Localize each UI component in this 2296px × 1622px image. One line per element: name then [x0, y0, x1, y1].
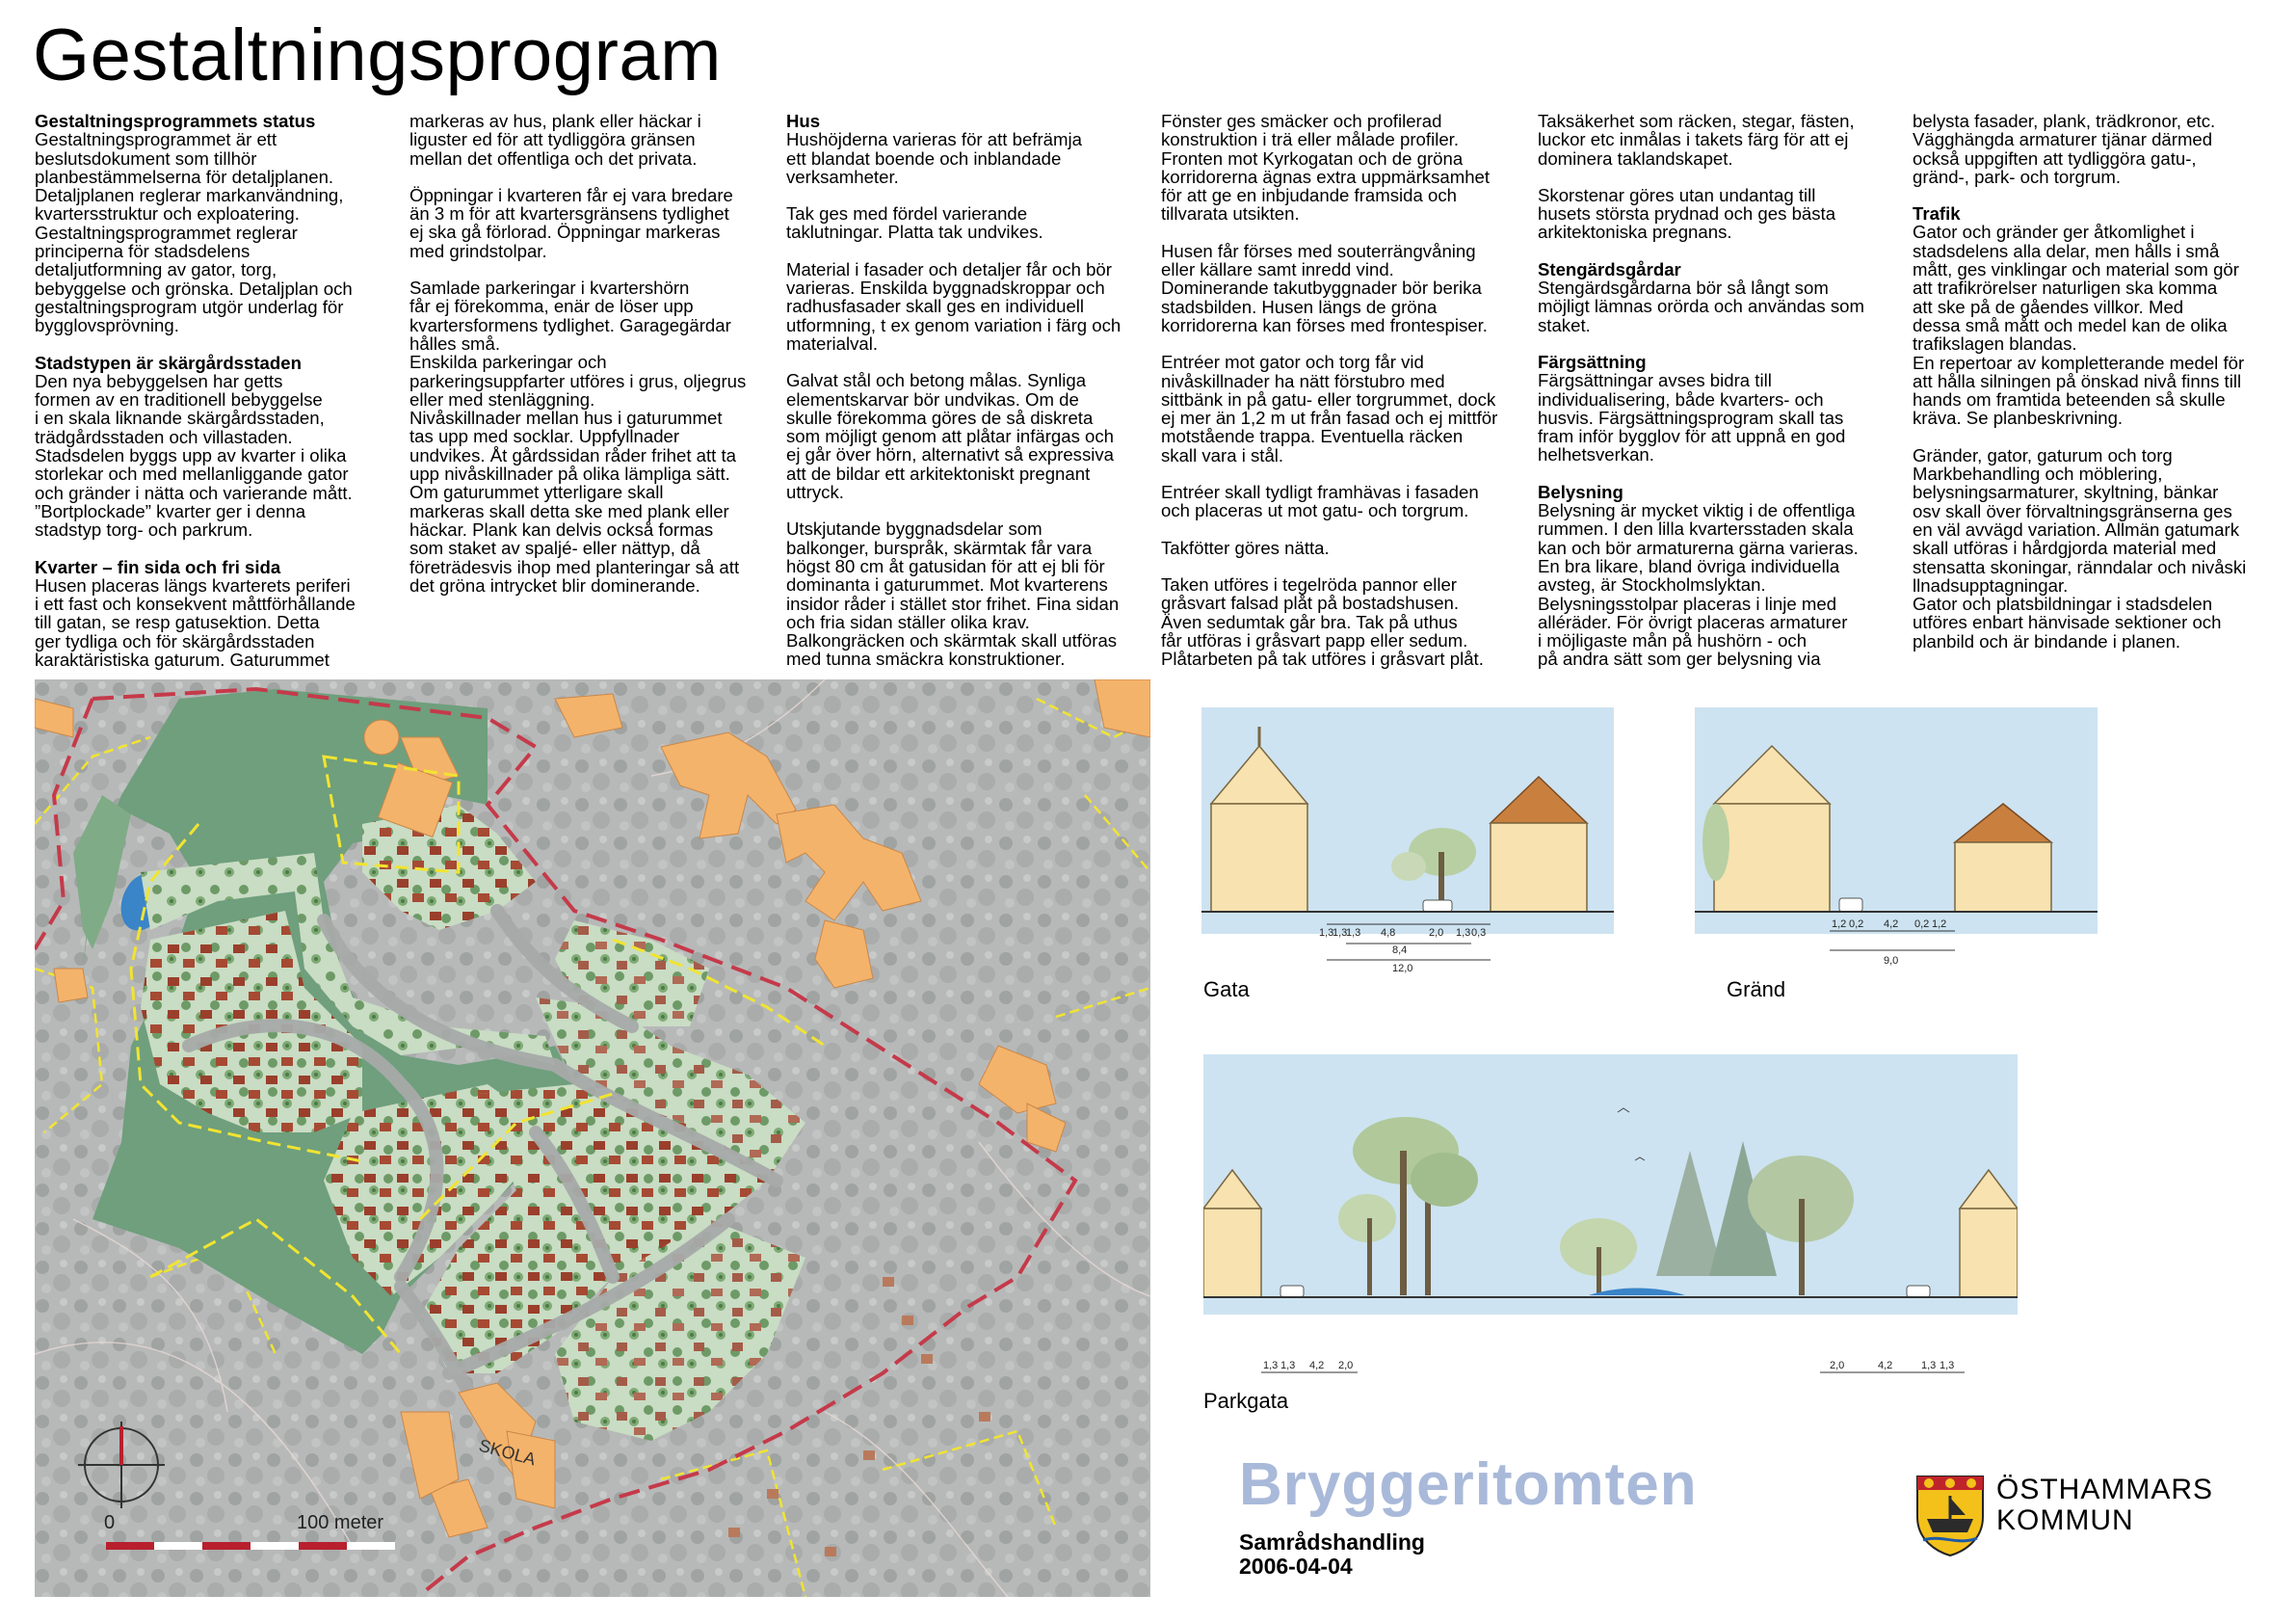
section-body: Den nya bebyggelsen har getts formen av en traditionell bebyggelse i en skala liknande skärgårdsstaden, trädgårdsstaden och villastaden. Stadsdelen byggs upp av kvarter i olika storlekar och med mellanliggande gator och gränder i nätta och varierande mått. ”Bortplockade” kvarter ger i denna stadstyp torg- och parkrum. [35, 370, 353, 541]
section-body: markeras av hus, plank eller häckar i liguster ed för att tydliggöra gränsen mellan det offentliga och det privata. [409, 111, 701, 169]
section-body: Taksäkerhet som räcken, stegar, fästen, luckor etc inmålas i takets färg för att ej dominera taklandskapet. [1538, 111, 1855, 169]
text-section [1161, 242, 1527, 334]
text-section [786, 260, 1152, 353]
parkgata-dim-left-1: 1,3 [1263, 1360, 1279, 1371]
parkgata-dim-right-3: 1,3 [1921, 1360, 1937, 1371]
section-heading: Hus [786, 111, 821, 131]
section-gata [1201, 707, 1616, 977]
section-grand [1695, 707, 2099, 977]
parkgata-dim-right-2: 4,2 [1878, 1360, 1893, 1371]
parkgata-dim-left-3: 4,2 [1309, 1360, 1325, 1371]
gata-dim-7: 0,3 [1471, 927, 1487, 939]
kommun-line-2: KOMMUN [1996, 1504, 2134, 1536]
project-title: Bryggeritomten [1239, 1451, 1698, 1518]
text-section [1161, 539, 1527, 557]
text-section [409, 279, 776, 595]
section-body: Fönster ges smäcker och profilerad konstruktion i trä eller målade profiler. Fronten mot Kyrkogatan och de gröna korridorerna ägnas extra uppmärksamhet för att ge en inbjudande framsida och tillvarata utsikten. [1161, 111, 1491, 225]
parkgata-dim-right-4: 1,3 [1940, 1360, 1955, 1371]
section-body: Utskjutande byggnadsdelar som balkonger, burspråk, skärmtak får vara högst 80 cm åt gatusidan för att ej bli för dominanta i gaturummet. Mot kvarterens insidor råder i stället stor frihet. Fina sidan och fria sidan ställer olika krav. Balkongräcken och skärmtak skall utföras med tunna smäckra konstruktioner. [786, 519, 1120, 670]
gata-dim-5: 2,0 [1429, 927, 1444, 939]
section-heading: Stadstypen är skärgårdsstaden [35, 352, 302, 373]
caption-gata: Gata [1203, 977, 1250, 1001]
section-body: Gränder, gator, gaturum och torg Markbehandling och möblering, belysningsarmaturer, skyltning, bänkar osv skall över förvaltningsgränserna ges en väl avvägd variation. Allmän gatumark skall utföras i hårdgjorda material med stensatta skoningar, ränndalar och nivåski llnadsupptagningar. Gator och platsbildningar i stadsdelen utföres enbart hänvisade sektioner och planbild och är bindande i planen. [1913, 444, 2247, 651]
section-parkgata [1203, 1054, 2018, 1382]
grand-dim-4: 0,2 [1914, 918, 1930, 930]
gata-dim-1: 1,3 [1319, 927, 1334, 939]
text-column-3 [786, 112, 1152, 669]
section-body: belysta fasader, plank, trädkronor, etc. Vägghängda armaturer tjänar därmed också uppgiften att tydliggöra gatu-, gränd-, park- och torgrum. [1913, 111, 2216, 187]
section-heading: Kvarter – fin sida och fri sida [35, 556, 281, 577]
text-column-4 [1161, 112, 1527, 668]
document-date: 2006-04-04 [1239, 1554, 1353, 1579]
section-body: Galvat stål och betong målas. Synliga elementskarvar bör undvikas. Om de skulle förekomma göres de så diskreta som möjligt genom att plåtar infärgas och ej går över hörn, alternativt så expressiva att de bildar ett arkitektoniskt pregnant uttryck. [786, 370, 1115, 503]
site-plan-map [35, 679, 1150, 1597]
section-heading: Belysning [1538, 481, 1623, 502]
gata-dim-4: 4,8 [1381, 927, 1396, 939]
section-body: Husen placeras längs kvarterets periferi i ett fast och konsekvent måttförhållande till gatan, se resp gatusektion. Detta ger tydliga och för skärgårdsstaden karaktäristiska gaturum. Gaturummet [35, 574, 356, 671]
section-body: Hushöjderna varieras för att befrämja ett blandat boende och inblandade verksamheter. [786, 129, 1082, 187]
grand-dim-2: 0,2 [1849, 918, 1864, 930]
grand-dim-1: 1,2 [1832, 918, 1847, 930]
section-body: Öppningar i kvarteren får ej vara bredare än 3 m för att kvartersgränsens tydlighet ej ska gå förlorad. Öppningar markeras med grindstolpar. [409, 184, 733, 261]
text-section [35, 354, 401, 540]
scale-label: 100 meter [297, 1512, 384, 1533]
section-body: Entréer skall tydligt framhävas i fasaden och placeras ut mot gatu- och torgrum. [1161, 482, 1479, 521]
section-body: Gestaltningsprogrammet är ett beslutsdokument som tillhör planbestämmelserna för detaljplanen. Detaljplanen reglerar markanvändning, kvartersstruktur och exploatering. Gestaltningsprogrammet reglerar principerna för stadsdelens detaljutformning av gator, torg, bebyggelse och grönska. Detaljplan och gestaltningsprogram utgör underlag för bygglovsprövning. [35, 129, 353, 336]
text-section [786, 204, 1152, 242]
text-section [1913, 204, 2279, 428]
gata-dim-3: 1,3 [1346, 927, 1361, 939]
section-body: Entréer mot gator och torg får vid nivåskillnader ha nätt förstubro med sittbänk in på gatu- eller torgrummet, dock ej mer än 1,2 m ut från fasad och ej mittför motstående trappa. Eventuella räcken skall vara i stål. [1161, 352, 1498, 465]
grand-dim-3: 4,2 [1884, 918, 1899, 930]
text-section [1913, 112, 2279, 186]
document-meta [1239, 1530, 1425, 1579]
section-body: Takfötter göres nätta. [1161, 537, 1330, 558]
text-section [1538, 353, 1904, 465]
text-section [409, 186, 776, 260]
text-section [1161, 112, 1527, 224]
section-heading: Stengärdsgårdar [1538, 258, 1681, 279]
section-body: Färgsättningar avses bidra till individualisering, både kvarters- och husvis. Färgsättningsprogram skall tas fram inför bygglov för att uppnå en god helhetsverkan. [1538, 370, 1846, 465]
section-heading: Trafik [1913, 203, 1961, 225]
text-section [1161, 353, 1527, 465]
section-body: Material i fasader och detaljer får och bör varieras. Enskilda byggnadskroppar och radhusfasader skall ges en individuell utformning, t ex genom variation i färg och materialval. [786, 258, 1122, 354]
text-column-5 [1538, 112, 1904, 669]
section-body: Belysning är mycket viktig i de offentliga rummen. I den lilla kvartersstaden skala kan och bör armaturerna gärna varieras. En bra likare, bland övriga individuella avsteg, är Stockholmslyktan. Belysningsstolpar placeras i linje med alléräder. För övrigt placeras armaturer i möjligaste mån på hushörn - och på andra sätt som ger belysning via [1538, 500, 1859, 670]
osthammar-coat-of-arms-icon [1913, 1473, 1987, 1557]
text-section [35, 558, 401, 670]
page-title: Gestaltningsprogram [33, 14, 722, 96]
section-body: Samlade parkeringar i kvartershörn får ej förekomma, enär de löser upp kvartersformens tydlighet. Garagegärdar hålles små. Enskilda parkeringar och parkeringsuppfarter utföres i grus, oljegrus eller med stenläggning. Nivåskillnader mellan hus i gaturummet tas upp med socklar. Uppfyllnader undvikes. Åt gårdssidan råder frihet att ta upp nivåskillnader på olika lämpliga sätt. Om gaturummet ytterligare skall markeras skall detta ske med plank eller häckar. Plank kan delvis också formas som staket av spaljé- eller nättyp, då företrädesvis ihop med planteringar så att det gröna intrycket blir dominerande. [409, 278, 747, 596]
gata-dim-2: 1,3 [1333, 927, 1348, 939]
text-section [1538, 186, 1904, 242]
text-section [1913, 446, 2279, 651]
parkgata-dim-right-1: 2,0 [1830, 1360, 1845, 1371]
text-section [1161, 483, 1527, 520]
text-column-1 [35, 112, 401, 669]
document-type: Samrådshandling [1239, 1529, 1425, 1555]
section-body: Stengärdsgårdarna bör så långt som möjligt lämnas orörda och användas som staket. [1538, 278, 1864, 335]
parkgata-dim-left-4: 2,0 [1338, 1360, 1354, 1371]
section-heading: Färgsättning [1538, 351, 1647, 372]
grand-dim-5: 1,2 [1932, 918, 1947, 930]
text-section [35, 112, 401, 335]
text-section [409, 112, 776, 168]
section-body: Taken utföres i tegelröda pannor eller gråsvart falsad plåt på bostadshusen. Även sedumtak går bra. Tak på uthus får utföras i gråsvart papp eller sedum. Plåtarbeten på tak utföres i gråsvart plåt. [1161, 573, 1484, 670]
text-section [786, 519, 1152, 668]
section-body: Skorstenar göres utan undantag till husets största prydnad och ges bästa arkitektoniska pregnans. [1538, 184, 1836, 243]
section-body: Husen får förses med souterrängvåning eller källare samt inredd vind. Dominerande takutbyggnader bör berika stadsbilden. Husen längs de gröna korridorerna kan förses med frontespiser. [1161, 240, 1488, 335]
text-section [786, 371, 1152, 501]
map-label-skola: SKOLA [476, 1435, 539, 1470]
text-section [1538, 483, 1904, 669]
gata-dim-6: 1,3 [1456, 927, 1471, 939]
text-section [1161, 575, 1527, 668]
caption-parkgata: Parkgata [1203, 1389, 1289, 1413]
text-section [1538, 112, 1904, 168]
section-body: Tak ges med fördel varierande taklutningar. Platta tak undvikes. [786, 203, 1043, 243]
scale-zero: 0 [104, 1512, 116, 1533]
section-heading: Gestaltningsprogrammets status [35, 111, 316, 131]
caption-grand: Gränd [1727, 977, 1786, 1001]
text-section [1538, 260, 1904, 334]
kommun-line-1: ÖSTHAMMARS [1996, 1474, 2214, 1505]
gata-total: 12,0 [1392, 963, 1413, 974]
gata-subtotal: 8,4 [1392, 944, 1408, 956]
text-column-6 [1913, 112, 2279, 651]
text-column-2 [409, 112, 776, 595]
kommun-name [1996, 1475, 2213, 1536]
grand-total: 9,0 [1884, 955, 1899, 967]
parkgata-dim-left-2: 1,3 [1280, 1360, 1296, 1371]
text-section [786, 112, 1152, 186]
section-body: Gator och gränder ger åtkomlighet i stadsdelens alla delar, men hålls i små mått, ges vinklingar och material som gör att trafikrörelser naturligen ska komma att ske på de gåendes villkor. Med dessa små mått och medel kan de olika trafikslagen blandas. En repertoar av kompletterande medel för att hålla silningen på önskad nivå finns till hands om framtida beteenden så skulle kräva. Se planbeskrivning. [1913, 222, 2245, 429]
